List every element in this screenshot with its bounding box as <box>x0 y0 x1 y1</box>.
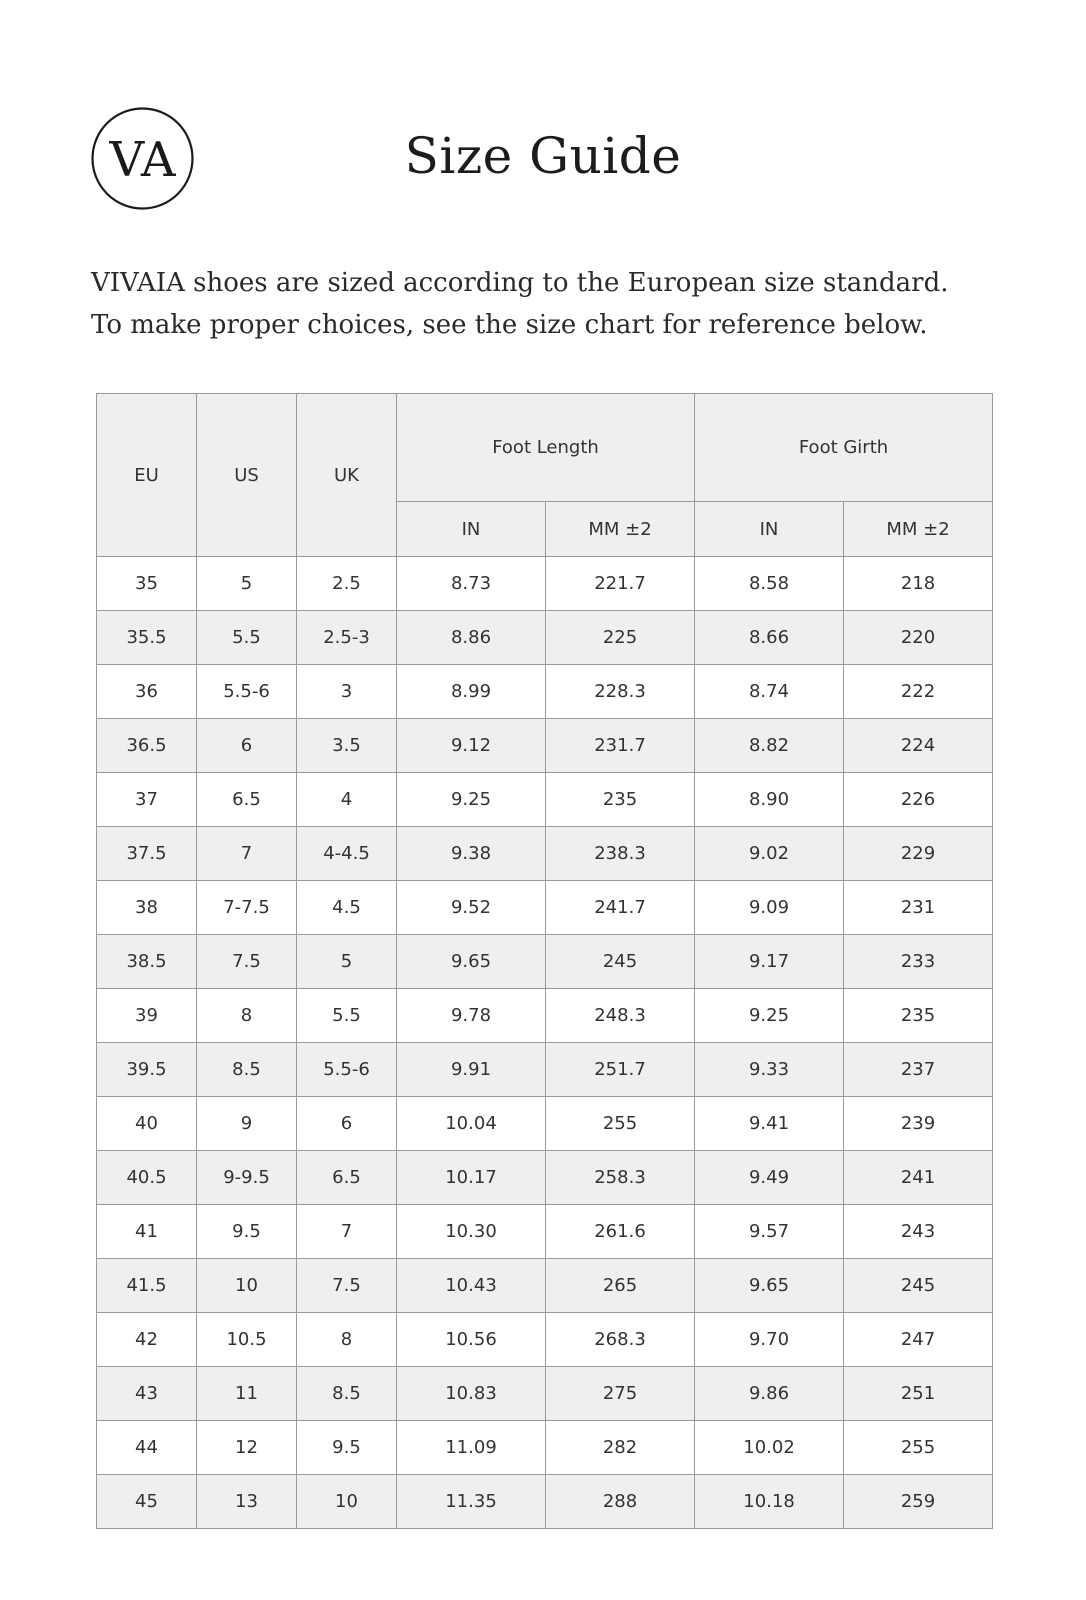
logo-text: VA <box>109 132 176 188</box>
cell-length-in: 9.65 <box>397 935 546 989</box>
cell-girth-mm: 224 <box>844 719 993 773</box>
intro-line-1: VIVAIA shoes are sized according to the European size standard. <box>91 268 949 298</box>
cell-length-mm: 248.3 <box>546 989 695 1043</box>
cell-length-mm: 261.6 <box>546 1205 695 1259</box>
cell-girth-in: 8.82 <box>695 719 844 773</box>
cell-uk: 3 <box>297 665 397 719</box>
cell-uk: 4-4.5 <box>297 827 397 881</box>
cell-uk: 9.5 <box>297 1421 397 1475</box>
header-foot-length: Foot Length <box>397 394 695 502</box>
cell-us: 5 <box>197 557 297 611</box>
cell-girth-mm: 241 <box>844 1151 993 1205</box>
brand-logo <box>90 106 195 211</box>
cell-girth-in: 10.02 <box>695 1421 844 1475</box>
cell-uk: 7 <box>297 1205 397 1259</box>
cell-eu: 39 <box>97 989 197 1043</box>
cell-girth-mm: 229 <box>844 827 993 881</box>
cell-length-in: 9.12 <box>397 719 546 773</box>
cell-uk: 5.5-6 <box>297 1043 397 1097</box>
cell-uk: 6 <box>297 1097 397 1151</box>
cell-length-in: 8.86 <box>397 611 546 665</box>
cell-eu: 36 <box>97 665 197 719</box>
cell-us: 10.5 <box>197 1313 297 1367</box>
cell-length-mm: 241.7 <box>546 881 695 935</box>
cell-girth-in: 9.70 <box>695 1313 844 1367</box>
table-row <box>97 827 993 881</box>
cell-us: 12 <box>197 1421 297 1475</box>
cell-girth-in: 9.86 <box>695 1367 844 1421</box>
cell-length-in: 11.35 <box>397 1475 546 1529</box>
table-row <box>97 1205 993 1259</box>
cell-eu: 41.5 <box>97 1259 197 1313</box>
cell-girth-mm: 222 <box>844 665 993 719</box>
cell-girth-mm: 245 <box>844 1259 993 1313</box>
cell-eu: 35.5 <box>97 611 197 665</box>
header-uk: UK <box>297 394 397 557</box>
cell-us: 6.5 <box>197 773 297 827</box>
header-eu: EU <box>97 394 197 557</box>
header-girth-mm: MM ±2 <box>844 502 993 557</box>
cell-girth-in: 9.17 <box>695 935 844 989</box>
header-length-in: IN <box>397 502 546 557</box>
table-row <box>97 665 993 719</box>
cell-girth-in: 9.33 <box>695 1043 844 1097</box>
cell-us: 9-9.5 <box>197 1151 297 1205</box>
header-girth-in: IN <box>695 502 844 557</box>
logo-mark-icon <box>90 106 195 211</box>
cell-girth-in: 9.65 <box>695 1259 844 1313</box>
cell-length-mm: 245 <box>546 935 695 989</box>
cell-length-in: 10.04 <box>397 1097 546 1151</box>
cell-girth-in: 9.02 <box>695 827 844 881</box>
cell-length-mm: 255 <box>546 1097 695 1151</box>
cell-eu: 35 <box>97 557 197 611</box>
cell-length-in: 11.09 <box>397 1421 546 1475</box>
cell-length-in: 9.25 <box>397 773 546 827</box>
cell-girth-mm: 233 <box>844 935 993 989</box>
cell-girth-in: 8.74 <box>695 665 844 719</box>
cell-length-mm: 231.7 <box>546 719 695 773</box>
cell-length-mm: 221.7 <box>546 557 695 611</box>
intro-text <box>91 262 1021 346</box>
cell-girth-mm: 259 <box>844 1475 993 1529</box>
table-row <box>97 719 993 773</box>
cell-us: 7.5 <box>197 935 297 989</box>
cell-girth-in: 8.66 <box>695 611 844 665</box>
cell-girth-mm: 220 <box>844 611 993 665</box>
cell-length-mm: 288 <box>546 1475 695 1529</box>
header-us: US <box>197 394 297 557</box>
cell-uk: 5.5 <box>297 989 397 1043</box>
cell-us: 8.5 <box>197 1043 297 1097</box>
table-row <box>97 773 993 827</box>
cell-girth-mm: 218 <box>844 557 993 611</box>
cell-length-mm: 268.3 <box>546 1313 695 1367</box>
cell-eu: 45 <box>97 1475 197 1529</box>
table-row <box>97 1475 993 1529</box>
header-foot-girth: Foot Girth <box>695 394 993 502</box>
cell-length-in: 10.56 <box>397 1313 546 1367</box>
cell-girth-in: 10.18 <box>695 1475 844 1529</box>
table-header-row <box>97 394 993 502</box>
cell-girth-in: 9.57 <box>695 1205 844 1259</box>
table-row <box>97 1421 993 1475</box>
cell-length-mm: 265 <box>546 1259 695 1313</box>
cell-uk: 3.5 <box>297 719 397 773</box>
cell-us: 5.5-6 <box>197 665 297 719</box>
cell-length-mm: 235 <box>546 773 695 827</box>
cell-girth-in: 9.09 <box>695 881 844 935</box>
page-title: Size Guide <box>404 127 682 185</box>
cell-us: 7-7.5 <box>197 881 297 935</box>
cell-length-mm: 275 <box>546 1367 695 1421</box>
cell-length-in: 10.83 <box>397 1367 546 1421</box>
table-row <box>97 935 993 989</box>
header-length-mm: MM ±2 <box>546 502 695 557</box>
table-row <box>97 1313 993 1367</box>
cell-length-in: 8.99 <box>397 665 546 719</box>
cell-us: 13 <box>197 1475 297 1529</box>
cell-uk: 8 <box>297 1313 397 1367</box>
table-row <box>97 1151 993 1205</box>
cell-girth-in: 9.49 <box>695 1151 844 1205</box>
table-row <box>97 1259 993 1313</box>
cell-girth-mm: 226 <box>844 773 993 827</box>
table-row <box>97 1367 993 1421</box>
cell-eu: 44 <box>97 1421 197 1475</box>
cell-uk: 2.5-3 <box>297 611 397 665</box>
cell-eu: 37 <box>97 773 197 827</box>
cell-us: 7 <box>197 827 297 881</box>
intro-line-2: To make proper choices, see the size chart for reference below. <box>91 310 928 340</box>
cell-us: 10 <box>197 1259 297 1313</box>
cell-girth-in: 9.25 <box>695 989 844 1043</box>
cell-eu: 41 <box>97 1205 197 1259</box>
cell-girth-in: 8.90 <box>695 773 844 827</box>
cell-eu: 40 <box>97 1097 197 1151</box>
table-row <box>97 989 993 1043</box>
cell-girth-mm: 255 <box>844 1421 993 1475</box>
cell-length-mm: 258.3 <box>546 1151 695 1205</box>
cell-length-in: 9.38 <box>397 827 546 881</box>
table-row <box>97 611 993 665</box>
table-row <box>97 1097 993 1151</box>
cell-length-in: 10.17 <box>397 1151 546 1205</box>
cell-us: 8 <box>197 989 297 1043</box>
cell-girth-mm: 235 <box>844 989 993 1043</box>
table-row <box>97 1043 993 1097</box>
cell-girth-mm: 239 <box>844 1097 993 1151</box>
cell-us: 6 <box>197 719 297 773</box>
cell-length-in: 8.73 <box>397 557 546 611</box>
cell-length-in: 10.43 <box>397 1259 546 1313</box>
cell-length-in: 9.52 <box>397 881 546 935</box>
table-row <box>97 881 993 935</box>
table-body <box>97 557 993 1529</box>
cell-length-mm: 251.7 <box>546 1043 695 1097</box>
cell-uk: 5 <box>297 935 397 989</box>
cell-eu: 43 <box>97 1367 197 1421</box>
table-row <box>97 557 993 611</box>
cell-us: 9.5 <box>197 1205 297 1259</box>
cell-us: 9 <box>197 1097 297 1151</box>
cell-length-mm: 225 <box>546 611 695 665</box>
cell-length-in: 9.91 <box>397 1043 546 1097</box>
cell-girth-in: 8.58 <box>695 557 844 611</box>
cell-uk: 8.5 <box>297 1367 397 1421</box>
cell-length-mm: 238.3 <box>546 827 695 881</box>
cell-girth-in: 9.41 <box>695 1097 844 1151</box>
cell-uk: 4 <box>297 773 397 827</box>
cell-uk: 6.5 <box>297 1151 397 1205</box>
cell-uk: 10 <box>297 1475 397 1529</box>
cell-eu: 39.5 <box>97 1043 197 1097</box>
cell-girth-mm: 251 <box>844 1367 993 1421</box>
cell-uk: 2.5 <box>297 557 397 611</box>
cell-length-in: 9.78 <box>397 989 546 1043</box>
cell-length-mm: 282 <box>546 1421 695 1475</box>
cell-eu: 36.5 <box>97 719 197 773</box>
cell-uk: 7.5 <box>297 1259 397 1313</box>
cell-girth-mm: 237 <box>844 1043 993 1097</box>
size-chart-table <box>96 393 993 1529</box>
cell-us: 5.5 <box>197 611 297 665</box>
cell-girth-mm: 247 <box>844 1313 993 1367</box>
cell-uk: 4.5 <box>297 881 397 935</box>
cell-eu: 38 <box>97 881 197 935</box>
cell-girth-mm: 243 <box>844 1205 993 1259</box>
cell-us: 11 <box>197 1367 297 1421</box>
cell-eu: 40.5 <box>97 1151 197 1205</box>
cell-length-mm: 228.3 <box>546 665 695 719</box>
cell-eu: 42 <box>97 1313 197 1367</box>
cell-length-in: 10.30 <box>397 1205 546 1259</box>
cell-eu: 38.5 <box>97 935 197 989</box>
cell-eu: 37.5 <box>97 827 197 881</box>
cell-girth-mm: 231 <box>844 881 993 935</box>
